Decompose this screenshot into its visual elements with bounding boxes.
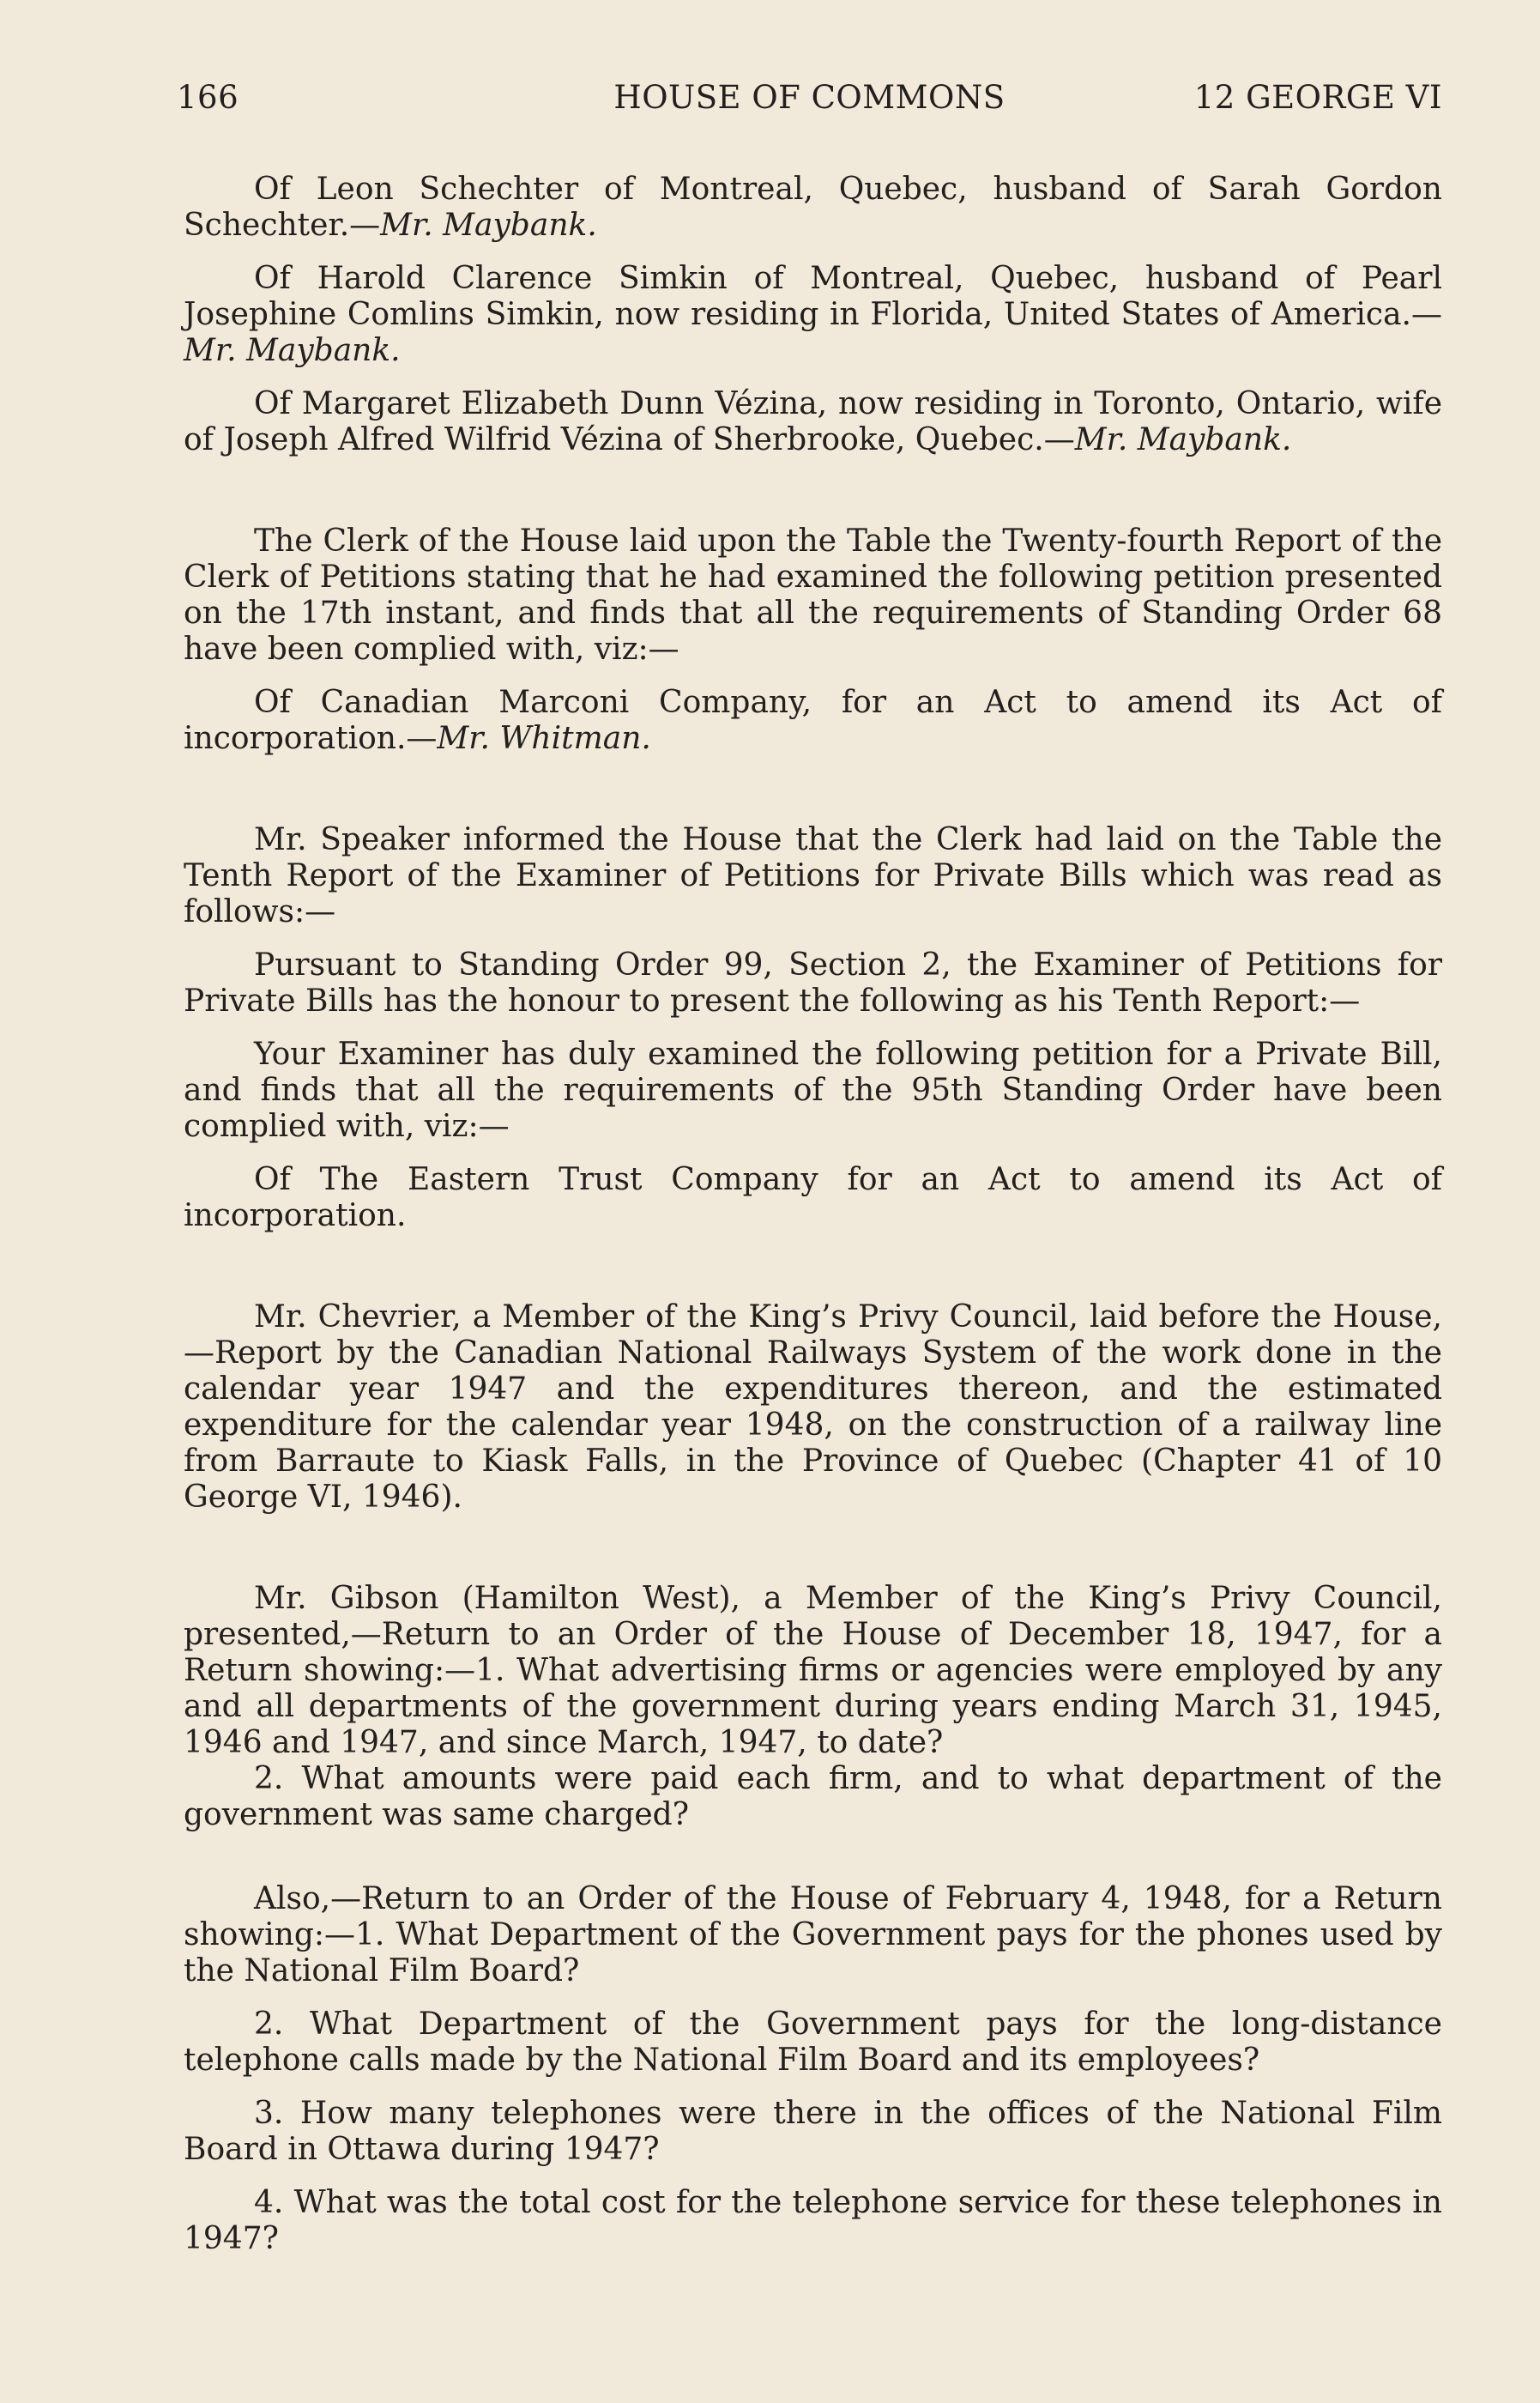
film-board-question: 3. How many telephones were there in the offices of the National Film Board in Ottawa during 1947? xyxy=(184,2096,1442,2167)
page-header xyxy=(177,79,1442,130)
petition-paragraph: Of Margaret Elizabeth Dunn Vézina, now residing in Toronto, Ontario, wife of Joseph Alfred Wilfrid Vézina of Sherbrooke, Quebec.—Mr. Maybank. xyxy=(184,386,1442,457)
film-board-question: 4. What was the total cost for the telephone service for these telephones in 1947? xyxy=(184,2185,1442,2256)
gibson-return-question: 2. What amounts were paid each firm, and to what department of the government was same charged? xyxy=(184,1761,1442,1832)
regnal-year: 12 GEORGE VI xyxy=(1193,79,1442,116)
gibson-return-intro: Mr. Gibson (Hamilton West), a Member of the King’s Privy Council, presented,—Return to an Order of the House of December 18, 1947, for a Return showing:—1. What advertising firms or agencies were employed by any and all departments of the government during years ending March 31, 1945, 1946 and 1947, and since March, 1947, to date? xyxy=(184,1581,1442,1760)
petition-paragraph: Of Harold Clarence Simkin of Montreal, Quebec, husband of Pearl Josephine Comlins Simkin, now residing in Florida, United States of America.— Mr. Maybank. xyxy=(184,261,1442,368)
journal-title: HOUSE OF COMMONS xyxy=(613,79,1006,116)
mover-name: Mr. Whitman. xyxy=(437,721,651,756)
mover-name: Mr. Maybank. xyxy=(184,333,401,368)
journal-body xyxy=(184,172,1442,2274)
film-board-question: 2. What Department of the Government pays for the long-distance telephone calls made by the National Film Board and its employees? xyxy=(184,2007,1442,2078)
speaker-report-intro: Mr. Speaker informed the House that the Clerk had laid on the Table the Tenth Report of the Examiner of Petitions for Private Bills which was read as follows:— xyxy=(184,822,1442,929)
clerk-report-intro: The Clerk of the House laid upon the Table the Twenty-fourth Report of the Clerk of Petitions stating that he had examined the following petition presented on the 17th instant, and finds that all the requirements of Standing Order 68 have been complied with, viz:— xyxy=(184,524,1442,667)
petition-paragraph: Of Leon Schechter of Montreal, Quebec, husband of Sarah Gordon Schechter.—Mr. Maybank. xyxy=(184,172,1442,243)
examiner-pursuant: Pursuant to Standing Order 99, Section 2, the Examiner of Petitions for Private Bills has the honour to present the following as his Tenth Report:— xyxy=(184,947,1442,1019)
mover-name: Mr. Maybank. xyxy=(1074,422,1292,457)
petition-paragraph: Of Canadian Marconi Company, for an Act to amend its Act of incorporation.—Mr. Whitman. xyxy=(184,685,1442,756)
film-board-return-intro: Also,—Return to an Order of the House of February 4, 1948, for a Return showing:—1. What Department of the Government pays for the phones used by the National Film Board? xyxy=(184,1881,1442,1988)
petition-paragraph: Of The Eastern Trust Company for an Act to amend its Act of incorporation. xyxy=(184,1162,1442,1233)
mover-name: Mr. Maybank. xyxy=(380,208,597,243)
page-number: 166 xyxy=(177,79,239,116)
examiner-statement: Your Examiner has duly examined the following petition for a Private Bill, and finds that all the requirements of the 95th Standing Order have been complied with, viz:— xyxy=(184,1037,1442,1144)
chevrier-report: Mr. Chevrier, a Member of the King’s Privy Council, laid before the House,—Report by the Canadian National Railways System of the work done in the calendar year 1947 and the expenditures thereon, and the estimated expenditure for the calendar year 1948, on the construction of a railway line from Barraute to Kiask Falls, in the Province of Quebec (Chapter 41 of 10 George VI, 1946). xyxy=(184,1299,1442,1515)
